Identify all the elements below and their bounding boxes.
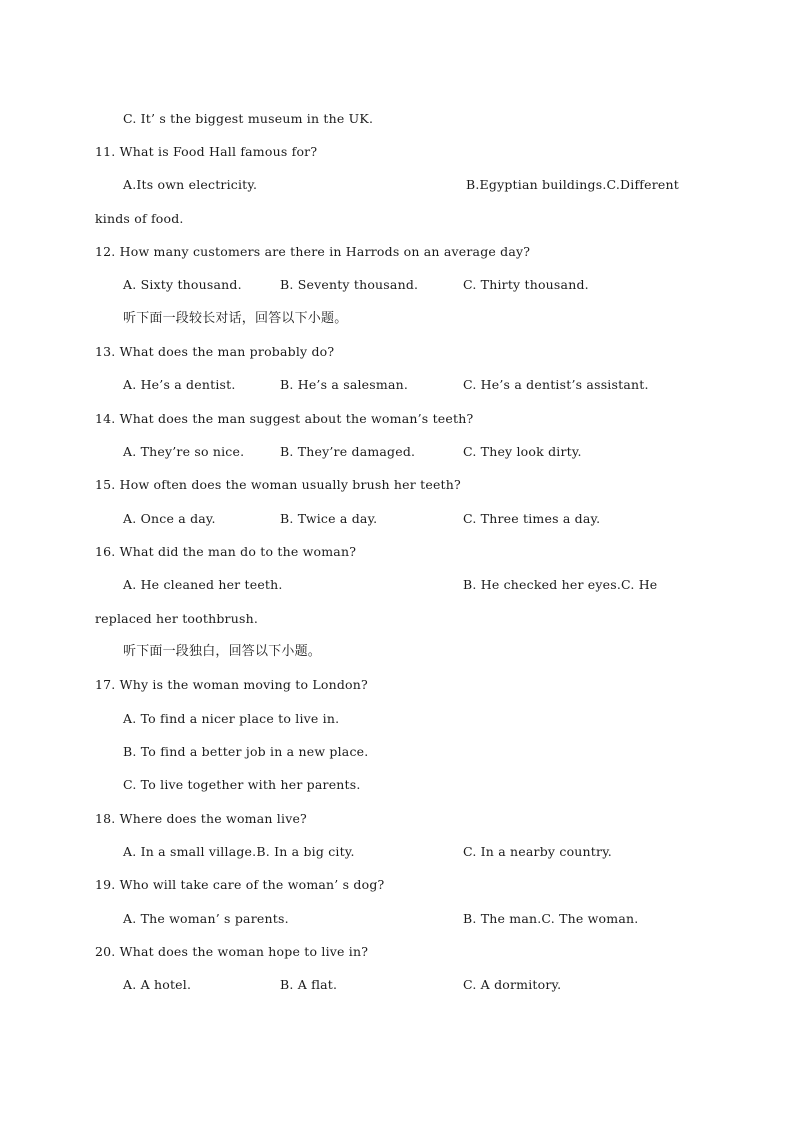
question-16: 16. What did the man do to the woman? (95, 544, 357, 559)
q12-option-c: C. Thirty thousand. (463, 277, 589, 292)
q17-option-c: C. To live together with her parents. (123, 777, 361, 792)
q15-option-b: B. Twice a day. (280, 511, 378, 526)
question-19: 19. Who will take care of the woman’ s dog? (95, 877, 385, 892)
q16-option-b-c: B. He checked her eyes.C. He (463, 577, 658, 592)
q15-option-a: A. Once a day. (123, 511, 216, 526)
question-20: 20. What does the woman hope to live in? (95, 944, 369, 959)
section-instruction-dialogue: 听下面一段较长对话，回答以下小题。 (123, 311, 348, 326)
q11-option-c-cont: kinds of food. (95, 211, 184, 226)
q18-option-a-b: A. In a small village.B. In a big city. (123, 844, 355, 859)
q13-option-b: B. He’s a salesman. (280, 377, 409, 392)
question-18: 18. Where does the woman live? (95, 811, 307, 826)
question-15: 15. How often does the woman usually brush her teeth? (95, 477, 461, 492)
q17-option-b: B. To find a better job in a new place. (123, 744, 369, 759)
question-17: 17. Why is the woman moving to London? (95, 677, 368, 692)
q19-option-b-c: B. The man.C. The woman. (463, 911, 639, 926)
q20-option-c: C. A dormitory. (463, 977, 562, 992)
q10-option-c: C. It’ s the biggest museum in the UK. (123, 111, 374, 126)
q11-option-a: A.Its own electricity. (123, 177, 258, 192)
q12-option-a: A. Sixty thousand. (123, 277, 242, 292)
q12-option-b: B. Seventy thousand. (280, 277, 419, 292)
q14-option-a: A. They’re so nice. (123, 444, 245, 459)
section-instruction-monologue: 听下面一段独白，回答以下小题。 (123, 644, 322, 659)
q13-option-a: A. He’s a dentist. (123, 377, 236, 392)
q13-option-c: C. He’s a dentist’s assistant. (463, 377, 649, 392)
q20-option-b: B. A flat. (280, 977, 338, 992)
q14-option-b: B. They’re damaged. (280, 444, 416, 459)
q19-option-a: A. The woman’ s parents. (123, 911, 289, 926)
q20-option-a: A. A hotel. (123, 977, 192, 992)
q11-option-b-c: B.Egyptian buildings.C.Different (466, 177, 679, 192)
question-11: 11. What is Food Hall famous for? (95, 144, 318, 159)
question-14: 14. What does the man suggest about the woman’s teeth? (95, 411, 474, 426)
q17-option-a: A. To find a nicer place to live in. (123, 711, 340, 726)
q16-option-a: A. He cleaned her teeth. (123, 577, 283, 592)
q16-option-c-cont: replaced her toothbrush. (95, 611, 259, 626)
q18-option-c: C. In a nearby country. (463, 844, 612, 859)
question-12: 12. How many customers are there in Harrods on an average day? (95, 244, 531, 259)
q15-option-c: C. Three times a day. (463, 511, 601, 526)
question-13: 13. What does the man probably do? (95, 344, 335, 359)
q14-option-c: C. They look dirty. (463, 444, 582, 459)
